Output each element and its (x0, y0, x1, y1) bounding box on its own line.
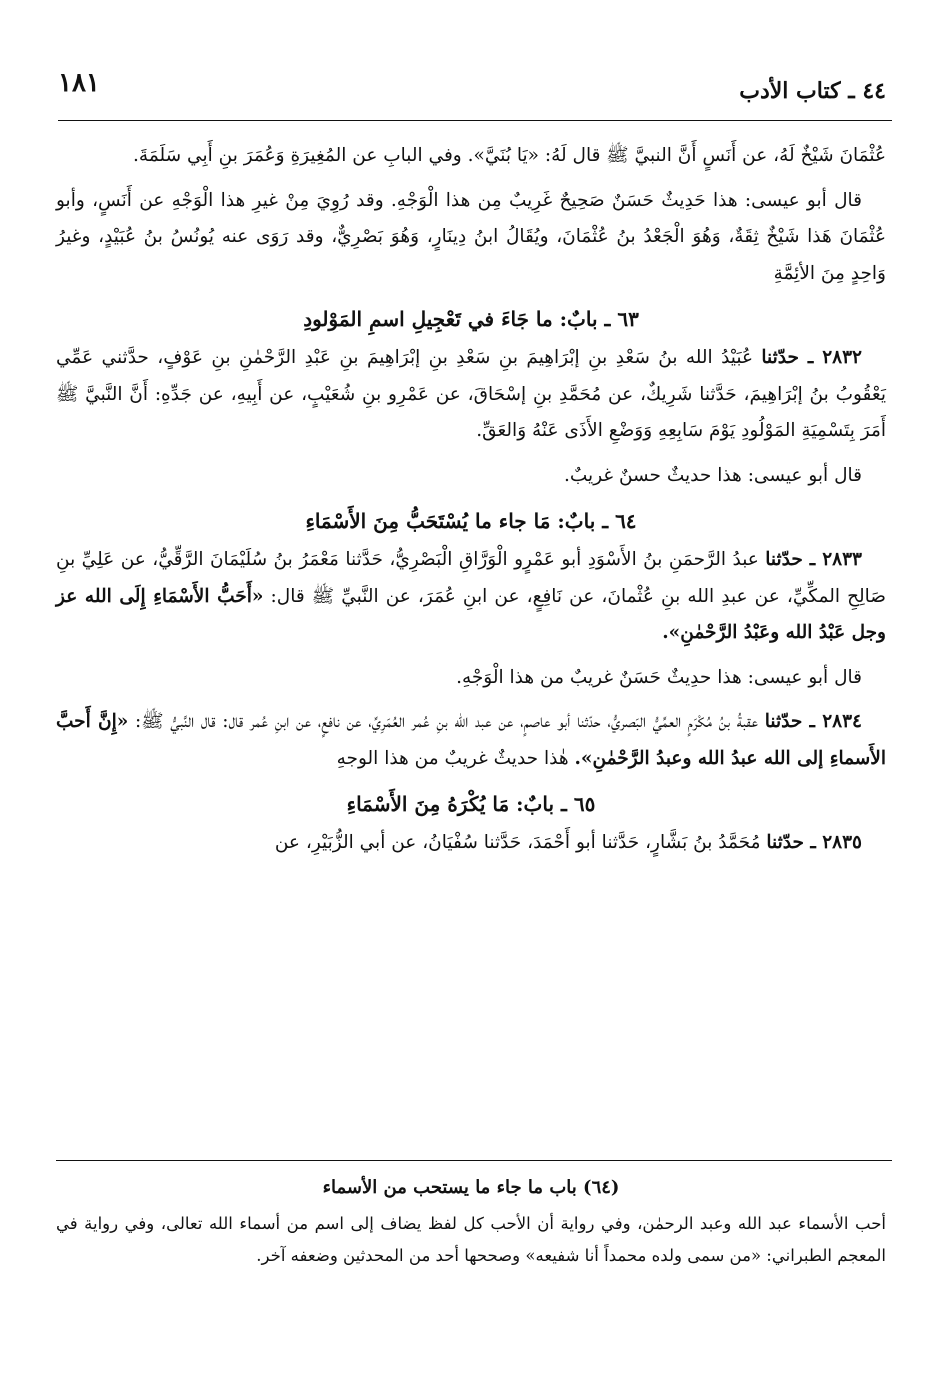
hadith-text: عقبةُ بنُ مُكْرَمٍ العمِّيُّ البَصريُّ، حدّثنا أبو عاصمٍ، عن عبد الله بنِ عُمر العُمَرِيِّ، عن نافعٍ، عن ابنِ عُمر قال: قال النَّبيُّ ﷺ: (135, 711, 759, 732)
hadith-quote: «إِنَّ أَحبَّ الأَسماءِ إلى الله عبدُ الله وعبدُ الرَّحْمٰنِ». (56, 711, 886, 769)
section-heading-65: ٦٥ ـ بابٌ: مَا يُكْرَهُ مِنَ الأَسْمَاءِ (346, 792, 596, 816)
page-header (58, 64, 886, 104)
hadith-2834 (56, 704, 886, 777)
main-text (56, 138, 886, 862)
hadith-2832 (56, 340, 886, 450)
hadith-2833 (56, 542, 886, 652)
section-heading-64: ٦٤ ـ بابٌ: مَا جاء ما يُسْتَحَبُّ مِنَ الأَسْمَاءِ (305, 509, 637, 533)
paragraph: عُثْمَانَ شَيْخٌ لَهُ، عن أَنَسٍ أَنَّ النبيَّ ﷺ قال لَهُ: «يَا بُنَيَّ». وفي البابِ عن المُغِيرَةِ وَعُمَرَ بنِ أَبِي سَلَمَةَ. (133, 145, 886, 166)
paragraph: قال أبو عيسى: هذا حديثٌ حسنٌ غريبٌ. (564, 464, 862, 486)
hadith-2835 (56, 825, 886, 862)
page-number: ١٨١ (58, 68, 100, 98)
hadith-number: ٢٨٣٢ ـ حدّثنا (761, 347, 862, 368)
footnote-title: (٦٤) باب ما جاء ما يستحب من الأسماء (322, 1177, 620, 1198)
footnote (56, 1172, 886, 1272)
running-title: ٤٤ ـ كتاب الأدب (739, 78, 886, 104)
hadith-number: ٢٨٣٣ ـ حدّثنا (765, 549, 862, 570)
hadith-number: ٢٨٣٥ ـ حدّثنا (766, 832, 862, 853)
section-heading-63: ٦٣ ـ بابٌ: ما جَاءَ في تَعْجِيلِ اسمِ المَوْلودِ (303, 307, 639, 331)
hadith-text: عُبَيْدُ الله بنُ سَعْدِ بنِ إبْرَاهِيمَ بنِ سَعْدِ بنِ إبْرَاهِيمَ بنِ عَبْدِ الرَّحْمٰنِ بنِ عَوْفٍ، حدَّثني عَمِّي يَعْقُوبُ بنُ إبْرَاهِيمَ، حَدَّثنا شَرِيكٌ، عن مُحَمَّدِ بنِ إسْحَاقَ، عن عَمْرِو بنِ شُعَيْبٍ، عن أَبِيهِ، عن جَدِّهِ: أَنَّ النَّبيَّ ﷺ أَمَرَ بِتَسْمِيَةِ المَوْلُودِ يَوْمَ سَابِعِهِ وَوَضْعِ الأَذَى عَنْهُ وَالعَقِّ. (56, 347, 886, 441)
paragraph: قال أبو عيسى: هذا حدِيثٌ حَسَنٌ غريبٌ من هذا الْوَجْهِ. (456, 666, 862, 688)
footnote-text: أحب الأسماء عبد الله وعبد الرحمٰن، وفي رواية أن الأحب كل لفظ يضاف إلى اسم من أسماء الله تعالى، وفي رواية في المعجم الطبراني: «من سمى ولده محمداً أنا شفيعه» وصححها أحد من المحدثين وضعفه آخر. (56, 1214, 886, 1265)
paragraph: قال أبو عيسى: هذا حَدِيثٌ حَسَنٌ صَحِيحٌ غَرِيبٌ مِن هذا الْوَجْهِ. وقد رُوِيَ مِنْ غيرِ هذا الْوَجْهِ عن أَنَسٍ، وأبو عُثْمَانَ هَذا شَيْخٌ ثِقَةٌ، وَهُوَ الْجَعْدُ بنُ عُثْمَانَ، ويُقَالُ ابنُ دِينَارٍ، وَهُوَ بَصْرِيٌّ، وقد رَوَى عنه يُونُسُ بنُ عُبَيْدٍ، وغيرُ وَاحِدٍ مِنَ الأئِمَّةِ (56, 189, 886, 284)
hadith-text: عبدُ الرَّحمَنِ بنُ الأَسْوَدِ أبو عَمْرٍو الْوَرَّاقِ الْبَصْرِيُّ، حَدَّثنا مَعْمَرُ بنُ سُلَيْمَانَ الرَّقِّيُّ، عن عَلِيِّ بنِ صَالِحِ المكِّيِّ، عن عبدِ الله بنِ عُثْمانَ، عن نَافِعٍ، عن ابنِ عُمَرَ، عن النَّبيِّ ﷺ قال: (56, 549, 887, 607)
hadith-text: مُحَمَّدُ بنُ بَشَّارٍ، حَدَّثنا أبو أَحْمَدَ، حَدَّثنا سُفْيَانُ، عن أبي الزُّبَيْرِ، عن (274, 832, 761, 853)
hadith-grade: هٰذا حديثٌ غريبٌ من هذا الوجهِ (336, 747, 569, 769)
hadith-quote: «أَحَبُّ الأَسْمَاءِ إِلَى الله عز وجل عَبْدُ الله وعَبْدُ الرَّحْمٰنِ». (56, 585, 886, 643)
hadith-number: ٢٨٣٤ ـ حدّثنا (764, 711, 862, 732)
header-divider (58, 120, 892, 121)
footnote-divider (56, 1160, 892, 1161)
